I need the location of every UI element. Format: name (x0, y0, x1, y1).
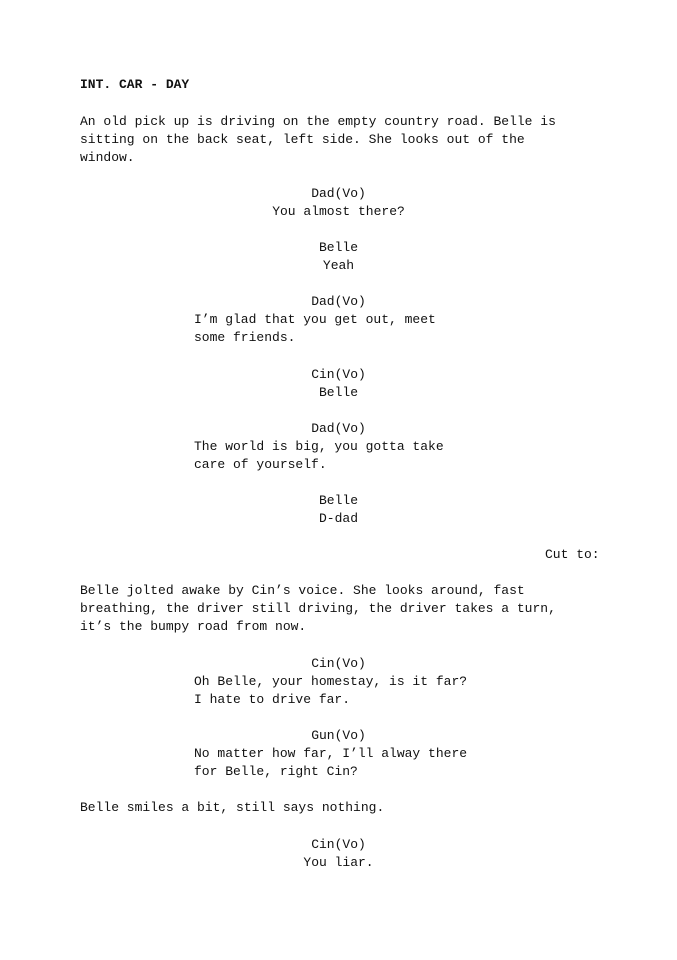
character-name: Cin(Vo) (311, 837, 366, 852)
action-line: sitting on the back seat, left side. She looks out of the (80, 132, 525, 147)
action-line: Belle smiles a bit, still says nothing. (80, 800, 385, 815)
character-name: Belle (318, 240, 358, 255)
character-name: Dad(Vo) (311, 186, 366, 201)
action-line: it’s the bumpy road from now. (80, 619, 307, 634)
dialogue-line: Oh Belle, your homestay, is it far? (194, 674, 468, 689)
dialogue-line: care of yourself. (194, 457, 327, 472)
dialogue-line: Yeah (322, 258, 355, 273)
action-line: window. (80, 150, 135, 165)
character-name: Belle (318, 493, 358, 508)
dialogue-line: some friends. (194, 330, 296, 345)
dialogue-line: I hate to drive far. (194, 692, 351, 707)
action-line: breathing, the driver still driving, the driver takes a turn, (80, 601, 556, 616)
dialogue-line: for Belle, right Cin? (194, 764, 358, 779)
scene-heading: INT. CAR - DAY (80, 77, 190, 92)
character-name: Dad(Vo) (311, 421, 366, 436)
dialogue-line: D-dad (318, 511, 358, 526)
character-name: Gun(Vo) (311, 728, 366, 743)
action-line: An old pick up is driving on the empty country road. Belle is (80, 114, 556, 129)
character-name: Dad(Vo) (311, 294, 366, 309)
dialogue-line: You liar. (303, 855, 374, 870)
transition: Cut to: (545, 547, 600, 562)
dialogue-line: No matter how far, I’ll alway there (194, 746, 468, 761)
dialogue-line: Belle (318, 385, 358, 400)
action-line: Belle jolted awake by Cin’s voice. She looks around, fast (80, 583, 525, 598)
dialogue-line: You almost there? (272, 204, 405, 219)
character-name: Cin(Vo) (311, 656, 366, 671)
character-name: Cin(Vo) (311, 367, 366, 382)
dialogue-line: I’m glad that you get out, meet (194, 312, 436, 327)
dialogue-line: The world is big, you gotta take (194, 439, 444, 454)
